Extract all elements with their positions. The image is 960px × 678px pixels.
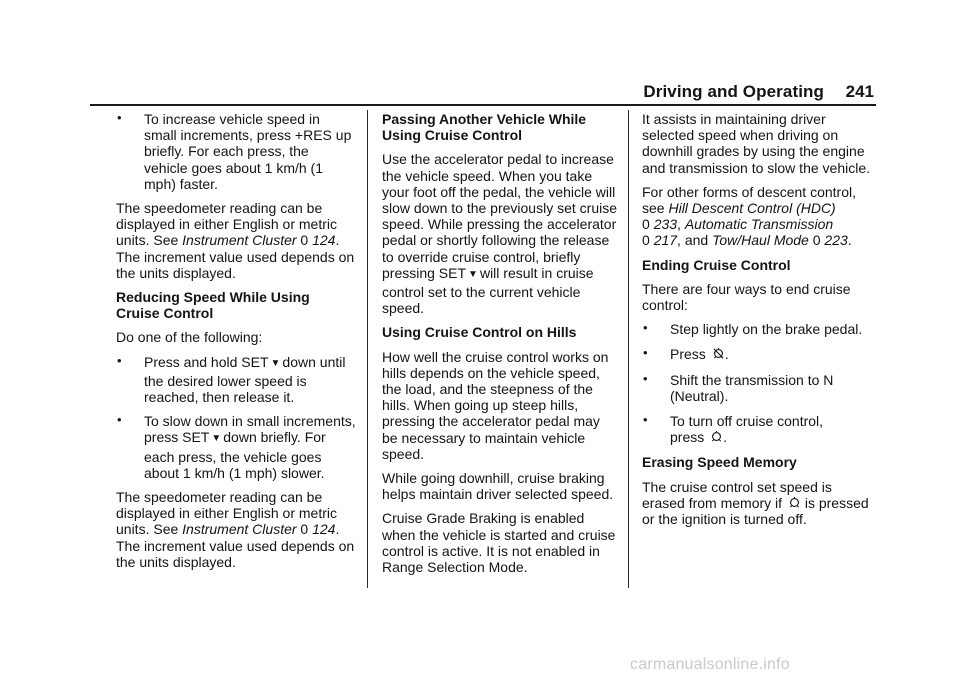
column-right: [642, 111, 878, 535]
column-middle: [382, 111, 618, 583]
bullet-slow-down: • To slow down in small increments, press SET ▼ down briefly. For each press, the vehicle goes about 1 km/h (1 mph) slower.: [117, 412, 356, 481]
heading-hills: Using Cruise Control on Hills: [382, 324, 577, 341]
cruise-on-off-icon: [710, 430, 723, 443]
heading-passing: Passing Another Vehicle While Using Cruise Control: [382, 111, 587, 144]
paragraph-other-forms: For other forms of descent control, see Hill Descent Control (HDC) 0 233, Automatic Transmission 0 217, and Tow/Haul Mode 0 223.: [642, 183, 856, 249]
xref-hdc[interactable]: Hill Descent Control (HDC): [668, 200, 836, 217]
page-ref-icon: 0: [300, 521, 309, 538]
watermark: carmanualsonline.info: [630, 656, 790, 673]
header-divider: [90, 104, 876, 106]
xref-tow-haul[interactable]: Tow/Haul Mode: [712, 232, 809, 249]
paragraph-speedometer-1: The speedometer reading can be displayed in either English or metric units. See Instrument Cluster 0 124. The increment value used depends on the units displayed.: [116, 200, 355, 281]
bullet-brake: • Step lightly on the brake pedal.: [643, 320, 863, 338]
page-ref-icon: 0: [812, 232, 821, 249]
bullet-glyph: •: [643, 320, 648, 336]
paragraph-do-one: Do one of the following:: [116, 329, 263, 346]
heading-reducing-speed: Reducing Speed While Using Cruise Control: [116, 289, 310, 322]
bullet-increase-speed: [116, 111, 356, 192]
bullet-press-cancel: • Press .: [643, 345, 729, 363]
xref-page[interactable]: 124: [312, 232, 336, 249]
column-divider-left: [367, 110, 368, 588]
down-arrow-icon: ▼: [211, 433, 222, 445]
paragraph-erasing: The cruise control set speed is erased from memory if is pressed or the ignition is turned off.: [642, 478, 869, 528]
xref-page[interactable]: 223: [824, 232, 848, 249]
page-number: 241: [845, 82, 874, 101]
paragraph-speedometer-2: The speedometer reading can be displayed in either English or metric units. See Instrument Cluster 0 124. The increment value used depends on the units displayed.: [116, 489, 355, 570]
bullet-hold-set: • Press and hold SET ▼ down until the desired lower speed is reached, then release it.: [117, 352, 346, 406]
column-left: [116, 111, 356, 578]
down-arrow-icon: ▼: [270, 357, 281, 369]
bullet-glyph: •: [643, 412, 648, 428]
xref-page[interactable]: 233: [653, 216, 678, 233]
section-title: Driving and Operating: [643, 82, 824, 101]
xref-page[interactable]: 124: [312, 521, 336, 538]
xref-instrument-cluster[interactable]: Instrument Cluster: [182, 232, 297, 249]
paragraph-four-ways: There are four ways to end cruise control:: [642, 280, 851, 314]
xref-automatic-transmission[interactable]: Automatic Transmission: [684, 216, 834, 233]
paragraph-assists: It assists in maintaining driver selected speed when driving on downhill grades by using the engine and transmission to slow the vehicle.: [642, 111, 870, 176]
paragraph-hills: How well the cruise control works on hills depends on the vehicle speed, the load, and the steepness of the hills. When going up steep hills, pressing the accelerator pedal may be necessary to maintain vehicle speed.: [382, 348, 609, 462]
bullet-glyph: •: [643, 345, 648, 361]
bullet-glyph: •: [117, 412, 122, 428]
bullet-glyph: •: [643, 370, 648, 386]
xref-instrument-cluster[interactable]: Instrument Cluster: [182, 521, 297, 538]
bullet-text: To increase vehicle speed in small increments, press +RES up briefly. For each press, the vehicle goes about 1 km/h (1 mph) faster.: [144, 111, 352, 192]
xref-page[interactable]: 217: [653, 232, 678, 249]
heading-erasing: Erasing Speed Memory: [642, 454, 797, 471]
bullet-glyph: •: [117, 352, 122, 368]
page-header: [0, 82, 960, 106]
cruise-on-off-icon: [788, 496, 801, 509]
bullet-glyph: •: [117, 110, 122, 125]
page-ref-icon: 0: [642, 232, 650, 249]
paragraph-passing: Use the accelerator pedal to increase the vehicle speed. When you take your foot off the pedal, the vehicle will slow down to the previously set cruise speed. While pressing the accelerator pedal or shortly following the release to override cruise control, briefly pressing SET ▼ will result in cruise control set to the current vehicle speed.: [382, 151, 617, 317]
bullet-neutral: • Shift the transmission to N (Neutral).: [643, 370, 834, 404]
paragraph-grade-braking: Cruise Grade Braking is enabled when the vehicle is started and cruise control is active. It is not enabled in Range Selection Mode.: [382, 510, 616, 576]
bullet-turn-off: • To turn off cruise control, press .: [643, 412, 824, 446]
page-ref-icon: 0: [642, 216, 650, 233]
paragraph-downhill: While going downhill, cruise braking helps maintain driver selected speed.: [382, 470, 614, 503]
column-divider-right: [628, 110, 629, 588]
down-arrow-icon: ▼: [468, 268, 478, 280]
page-ref-icon: 0: [300, 232, 309, 249]
heading-ending: Ending Cruise Control: [642, 256, 791, 273]
cruise-cancel-icon: [712, 347, 725, 360]
